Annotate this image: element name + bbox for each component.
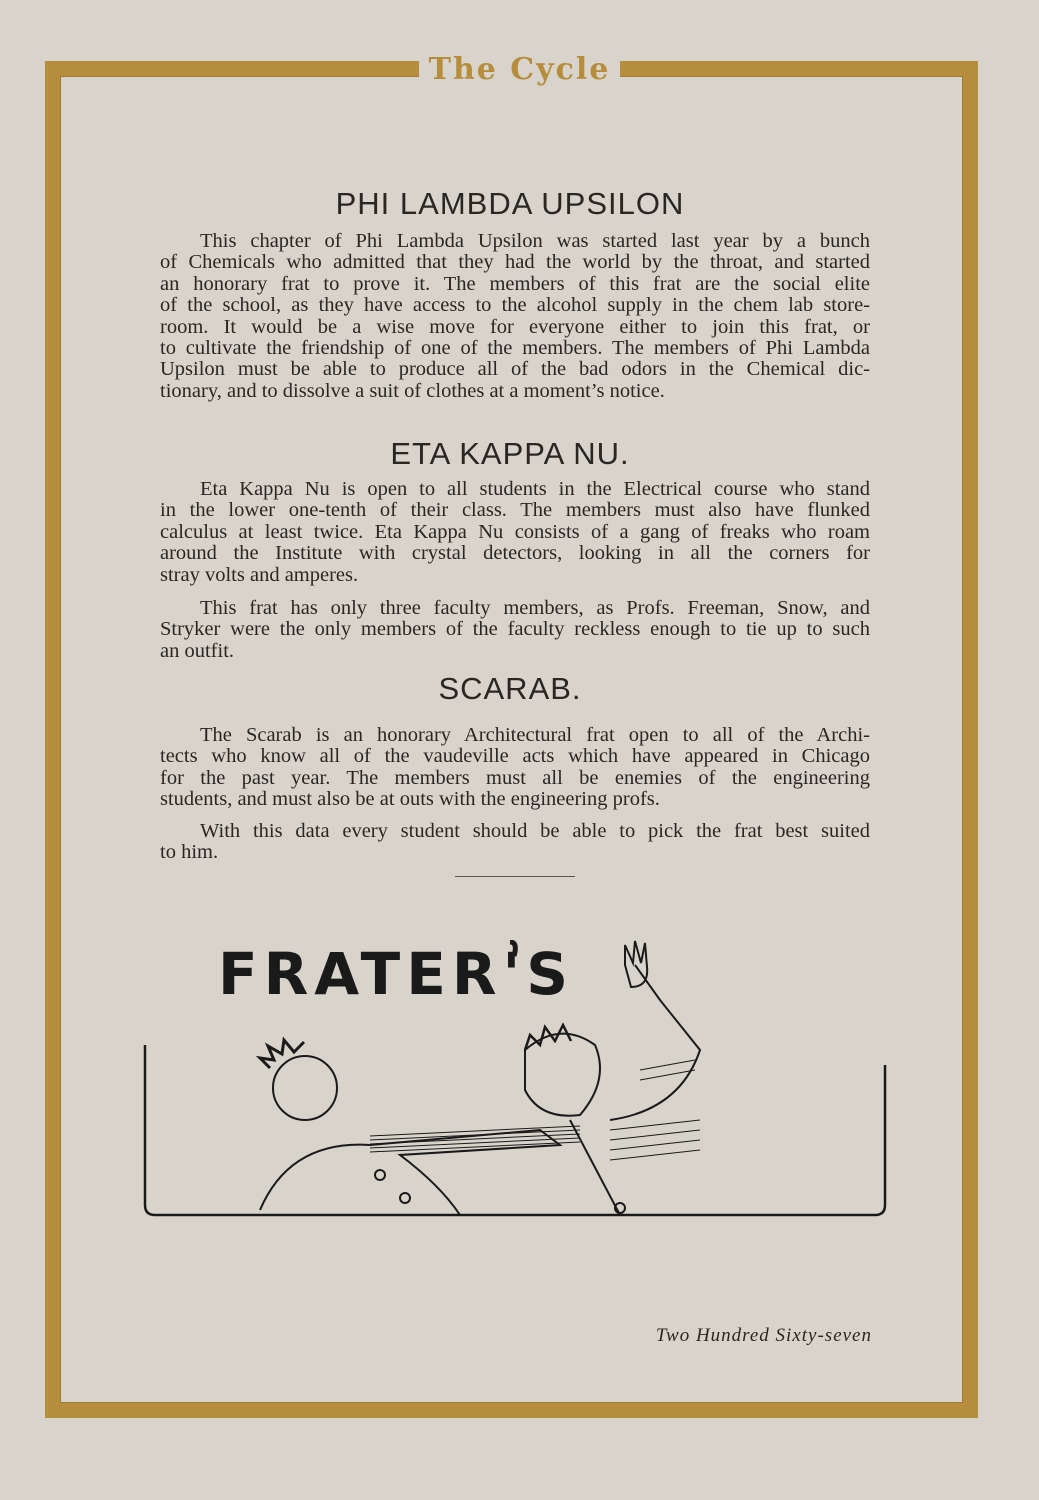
cartoon-caption: FRATER'S [218,940,575,1008]
text-line: Stryker were the only members of the faculty reckless enough to tie up to such [160,618,870,641]
text-line: tects who know all of the vaudeville acts which have appeared in Chicago [160,745,870,768]
text-line: stray volts and amperes. [160,563,359,586]
text-line: to cultivate the friendship of one of the members. The members of Phi Lambda [160,337,870,360]
text-line: for the past year. The members must all be enemies of the engineering [160,766,870,789]
heading-phi-lambda-upsilon: PHI LAMBDA UPSILON [335,186,685,221]
text-line: Upsilon must be able to produce all of the bad odors in the Chemical dic- [160,358,870,381]
text-line: Eta Kappa Nu is open to all students in the Electrical course who stand [200,478,870,500]
section-divider [455,876,575,877]
text-line: of the school, as they have access to the alcohol supply in the chem lab store- [160,294,870,317]
running-header [0,52,1039,87]
text-line: This chapter of Phi Lambda Upsilon was started last year by a bunch [200,230,870,252]
text-line: in the lower one-tenth of their class. The members must also have flunked [160,499,870,522]
paragraph-scarab-2 [160,821,870,864]
text-line: tionary, and to dissolve a suit of clothes at a moment’s notice. [160,379,665,402]
text-line: The Scarab is an honorary Architectural frat open to all of the Archi- [200,724,870,746]
text-line: students, and must also be at outs with the engineering profs. [160,788,660,811]
paragraph-scarab-1 [160,725,870,811]
text-line: room. It would be a wise move for everyone either to join this frat, or [160,315,870,338]
text-line: calculus at least twice. Eta Kappa Nu consists of a gang of freaks who roam [160,520,870,543]
paragraph-eta-kappa-nu-1 [160,479,870,586]
header-title: The Cycle [419,52,621,87]
text-line: This frat has only three faculty members, as Profs. Freeman, Snow, and [200,597,870,619]
paragraph-phi-lambda-upsilon [160,231,870,402]
heading-scarab: SCARAB. [438,671,582,706]
heading-eta-kappa-nu: ETA KAPPA NU. [390,436,630,471]
text-line: around the Institute with crystal detectors, looking in all the corners for [160,542,870,565]
page-number: Two Hundred Sixty-seven [655,1325,872,1346]
text-line: With this data every student should be able to pick the frat best suited [200,820,870,842]
text-line: an honorary frat to prove it. The members of this frat are the social elite [160,272,870,295]
text-line: of Chemicals who admitted that they had the world by the throat, and started [160,251,870,274]
text-line: to him. [160,841,219,864]
paragraph-eta-kappa-nu-2 [160,598,870,662]
text-line: an outfit. [160,639,235,662]
